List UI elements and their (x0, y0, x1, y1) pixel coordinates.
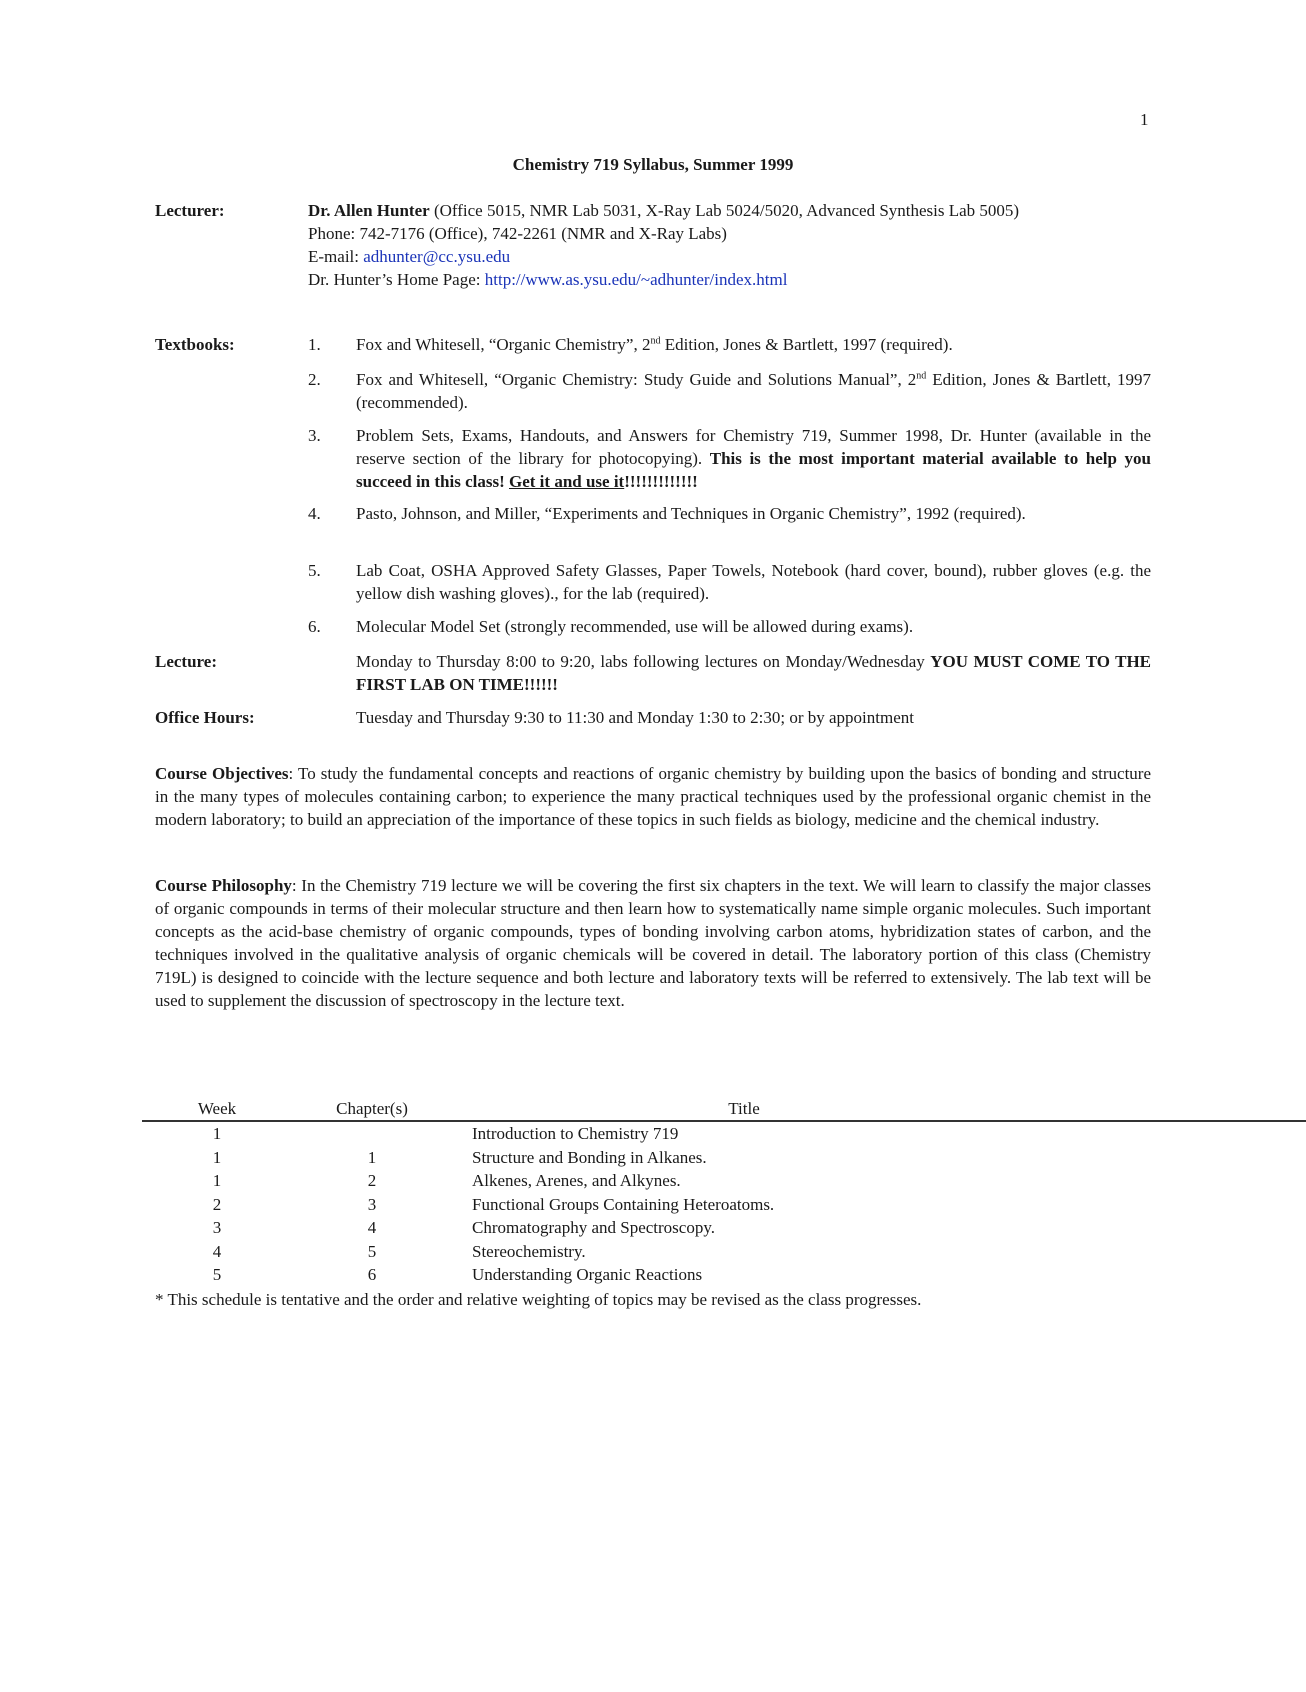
email-label: E-mail: (308, 247, 364, 266)
objectives-label: Course Objectives (155, 764, 289, 783)
textbook-superscript: nd (916, 370, 927, 382)
philosophy-label: Course Philosophy (155, 876, 292, 895)
title-cell: Understanding Organic Reactions (472, 1265, 703, 1285)
title-cell: Chromatography and Spectroscopy. (472, 1218, 715, 1238)
schedule-table (142, 1097, 1306, 1287)
lecturer-name: Dr. Allen Hunter (308, 201, 430, 220)
lecturer-offices: (Office 5015, NMR Lab 5031, X-Ray Lab 5024/5020, Advanced Synthesis Lab 5005) (429, 201, 1020, 220)
week-cell: 1 (212, 1171, 222, 1191)
chapter-cell: 3 (367, 1194, 377, 1214)
homepage-link[interactable]: http://www.as.ysu.edu/~adhunter/index.html (484, 270, 788, 289)
lecture-exclamations: !!!!!! (524, 675, 558, 694)
header-week: Week (142, 1097, 292, 1121)
lecturer-label: Lecturer: (155, 201, 225, 220)
table-row (142, 1146, 1306, 1170)
title-cell: Introduction to Chemistry 719 (472, 1124, 679, 1144)
document-title: Chemistry 719 Syllabus, Summer 1999 (512, 155, 794, 174)
textbook-text-pre: Fox and Whitesell, “Organic Chemistry: Study Guide and Solutions Manual”, 2 (356, 370, 917, 389)
chapter-cell: 2 (367, 1171, 377, 1191)
week-cell: 3 (212, 1218, 222, 1238)
table-row (142, 1216, 1306, 1240)
week-cell: 4 (212, 1241, 222, 1261)
textbook-emphasis: This is the most important material available to help you succeed in this class! (356, 449, 1151, 491)
textbook-text-pre: Fox and Whitesell, “Organic Chemistry”, 2 (356, 335, 651, 354)
textbook-text: Pasto, Johnson, and Miller, “Experiments and Techniques in Organic Chemistry”, 1992 (required). (356, 504, 1026, 523)
title-cell: Alkenes, Arenes, and Alkynes. (472, 1171, 681, 1191)
week-cell: 2 (212, 1194, 222, 1214)
header-title: Title (452, 1097, 1306, 1121)
lecture-text (356, 650, 1151, 696)
objectives-text: : To study the fundamental concepts and reactions of organic chemistry by building upon the basics of bonding and structure in the many types of molecules containing carbon; to experience the many practical techniques used by the professional organic chemist in the modern laboratory; to build an appreciation of the importance of these topics in such fields as biology, medicine and the chemical industry. (155, 764, 1151, 829)
lecture-schedule: Monday to Thursday 8:00 to 9:20, labs following lectures on Monday/Wednesday (356, 652, 931, 671)
table-row (142, 1193, 1306, 1217)
textbook-number: 5. (308, 561, 321, 580)
course-philosophy (155, 874, 1151, 1012)
textbook-text-post: Edition, Jones & Bartlett, 1997 (required). (660, 335, 953, 354)
textbook-text (356, 424, 1151, 493)
table-row (142, 1240, 1306, 1264)
textbook-number: 1. (308, 335, 321, 354)
title-cell: Stereochemistry. (472, 1241, 586, 1261)
textbook-exclamations: !!!!!!!!!!!!! (624, 472, 698, 491)
chapter-cell: 1 (367, 1147, 377, 1167)
title-cell: Structure and Bonding in Alkanes. (472, 1147, 707, 1167)
schedule-footnote: * This schedule is tentative and the order and relative weighting of topics may be revised as the class progresses. (155, 1290, 922, 1309)
textbook-text (356, 333, 1151, 356)
week-cell: 1 (212, 1147, 222, 1167)
homepage-label: Dr. Hunter’s Home Page: (308, 270, 485, 289)
table-row (142, 1169, 1306, 1193)
chapter-cell: 6 (367, 1265, 377, 1285)
textbook-number: 3. (308, 426, 321, 445)
week-cell: 5 (212, 1265, 222, 1285)
textbook-text-post: Edition, Jones & Bartlett, 1997 (recommended). (356, 370, 1151, 412)
chapter-cell: 5 (367, 1241, 377, 1261)
textbook-number: 6. (308, 617, 321, 636)
schedule-header-row (142, 1097, 1306, 1121)
textbook-text: Lab Coat, OSHA Approved Safety Glasses, Paper Towels, Notebook (hard cover, bound), rubber gloves (e.g. the yellow dish washing gloves)., for the lab (required). (356, 561, 1151, 603)
office-hours-text: Tuesday and Thursday 9:30 to 11:30 and Monday 1:30 to 2:30; or by appointment (356, 708, 914, 727)
page-number: 1 (1140, 110, 1149, 129)
chapter-cell: 4 (367, 1218, 377, 1238)
textbook-number: 2. (308, 370, 321, 389)
title-cell: Functional Groups Containing Heteroatoms. (472, 1194, 775, 1214)
textbooks-label: Textbooks: (155, 335, 235, 354)
textbook-underline: Get it and use it (509, 472, 625, 491)
textbook-number: 4. (308, 504, 321, 523)
course-objectives (155, 762, 1151, 831)
office-hours-label: Office Hours: (155, 708, 255, 727)
chapter-cell (292, 1121, 452, 1146)
lecturer-block (308, 199, 1151, 291)
textbook-superscript: nd (650, 335, 661, 347)
lecturer-phone: Phone: 742-7176 (Office), 742-2261 (NMR and X-Ray Labs) (308, 224, 727, 243)
lecture-warning: YOU MUST COME TO THE FIRST LAB ON TIME (356, 652, 1152, 694)
textbook-text (356, 368, 1151, 414)
philosophy-text: : In the Chemistry 719 lecture we will be covering the first six chapters in the text. We will learn to classify the major classes of organic compounds in terms of their molecular structure and then learn how to systematically name simple organic molecules. Such important concepts as the acid-base chemistry of organic compounds, types of bonding involving carbon atoms, hybridization states of carbon, and the techniques involved in the qualitative analysis of organic chemicals will be covered in detail. The laboratory portion of this class (Chemistry 719L) is designed to coincide with the lecture sequence and both lecture and laboratory texts will be referred to extensively. The lab text will be used to supplement the discussion of spectroscopy in the lecture text. (155, 876, 1151, 1010)
textbook-text-pre: Problem Sets, Exams, Handouts, and Answers for Chemistry 719, Summer 1998, Dr. Hunter (available in the reserve section of the library for photocopying). (356, 426, 1151, 468)
email-link[interactable]: adhunter@cc.ysu.edu (363, 247, 511, 266)
table-row (142, 1121, 1306, 1146)
table-row (142, 1263, 1306, 1287)
header-chapters: Chapter(s) (292, 1097, 452, 1121)
week-cell: 1 (212, 1124, 222, 1144)
lecture-label: Lecture: (155, 652, 217, 671)
textbook-text: Molecular Model Set (strongly recommended, use will be allowed during exams). (356, 617, 914, 636)
